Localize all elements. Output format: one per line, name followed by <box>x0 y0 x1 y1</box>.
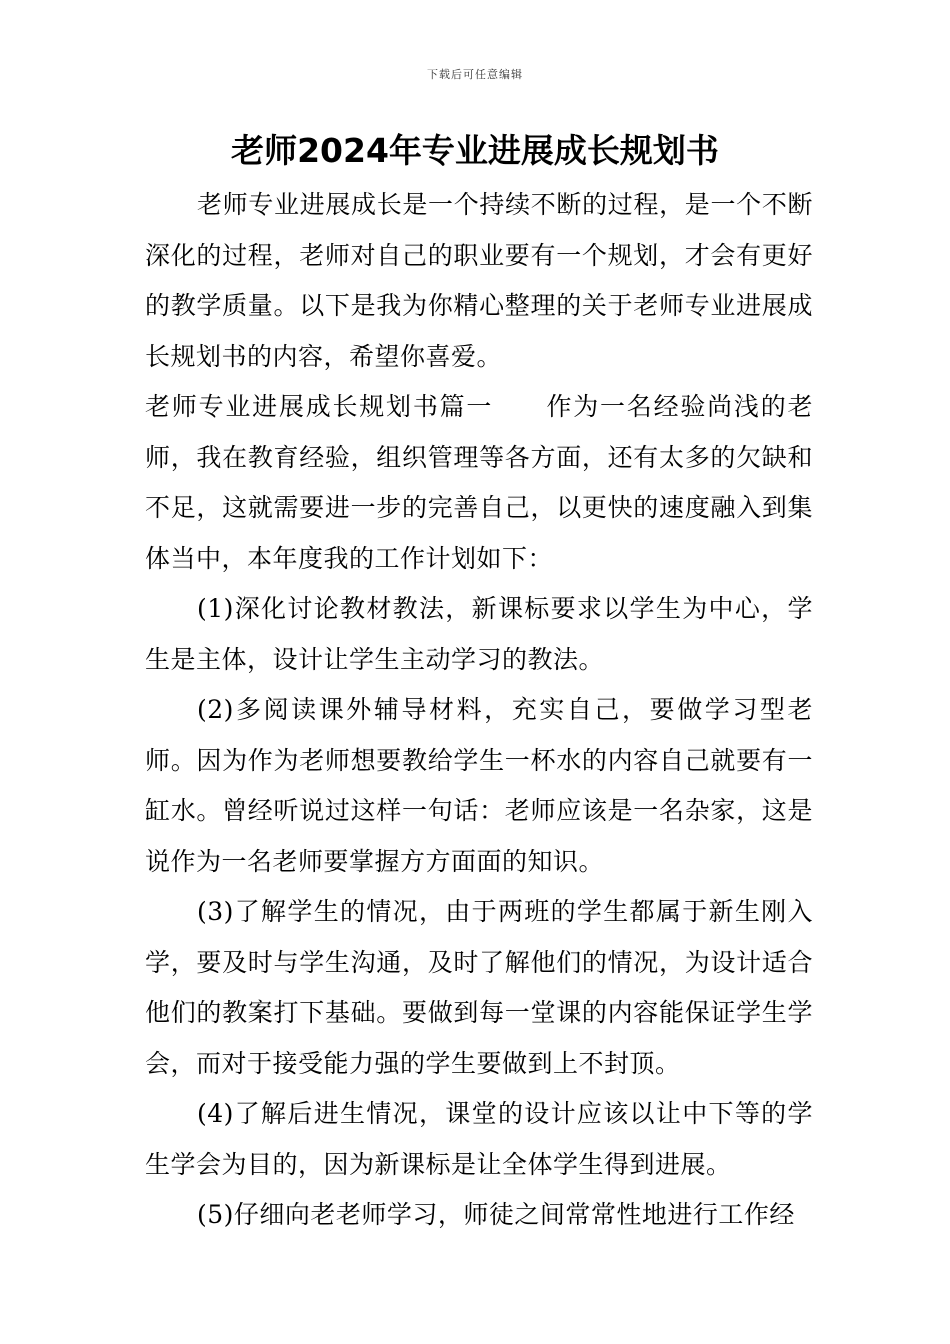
list-item: (5)仔细向老老师学习，师徒之间常常性地进行工作经 <box>197 1200 795 1229</box>
section-paragraph <box>145 382 813 584</box>
section-text: 作为一名经验尚浅的老师，我在教育经验，组织管理等各方面，还有太多的欠缺和不足，这就需要进一步的完善自己，以更快的速度融入到集体当中，本年度我的工作计划如下： <box>145 392 813 573</box>
header-note: 下载后可任意编辑 <box>427 68 523 81</box>
list-item: (1)深化讨论教材教法，新课标要求以学生为中心，学生是主体，设计让学生主动学习的教法。 <box>145 594 813 674</box>
list-item: (3)了解学生的情况，由于两班的学生都属于新生刚入学，要及时与学生沟通，及时了解他们的情况，为设计适合他们的教案打下基础。要做到每一堂课的内容能保证学生学会，而对于接受能力强的学生要做到上不封顶。 <box>145 897 813 1078</box>
list-item: (2)多阅读课外辅导材料，充实自己，要做学习型老师。因为作为老师想要教给学生一杯水的内容自己就要有一缸水。曾经听说过这样一句话：老师应该是一名杂家，这是说作为一名老师要掌握方方面面的知识。 <box>145 695 813 876</box>
document-body <box>145 180 813 1241</box>
document-title: 老师2024年专业进展成长规划书 <box>231 131 719 170</box>
list-item: (4)了解后进生情况，课堂的设计应该以让中下等的学生学会为目的，因为新课标是让全体学生得到进展。 <box>145 1099 813 1179</box>
intro-paragraph: 老师专业进展成长是一个持续不断的过程，是一个不断深化的过程，老师对自己的职业要有一个规划，才会有更好的教学质量。以下是我为你精心整理的关于老师专业进展成长规划书的内容，希望你喜爱。 <box>145 190 813 371</box>
section-heading: 老师专业进展成长规划书篇一 <box>145 392 494 421</box>
